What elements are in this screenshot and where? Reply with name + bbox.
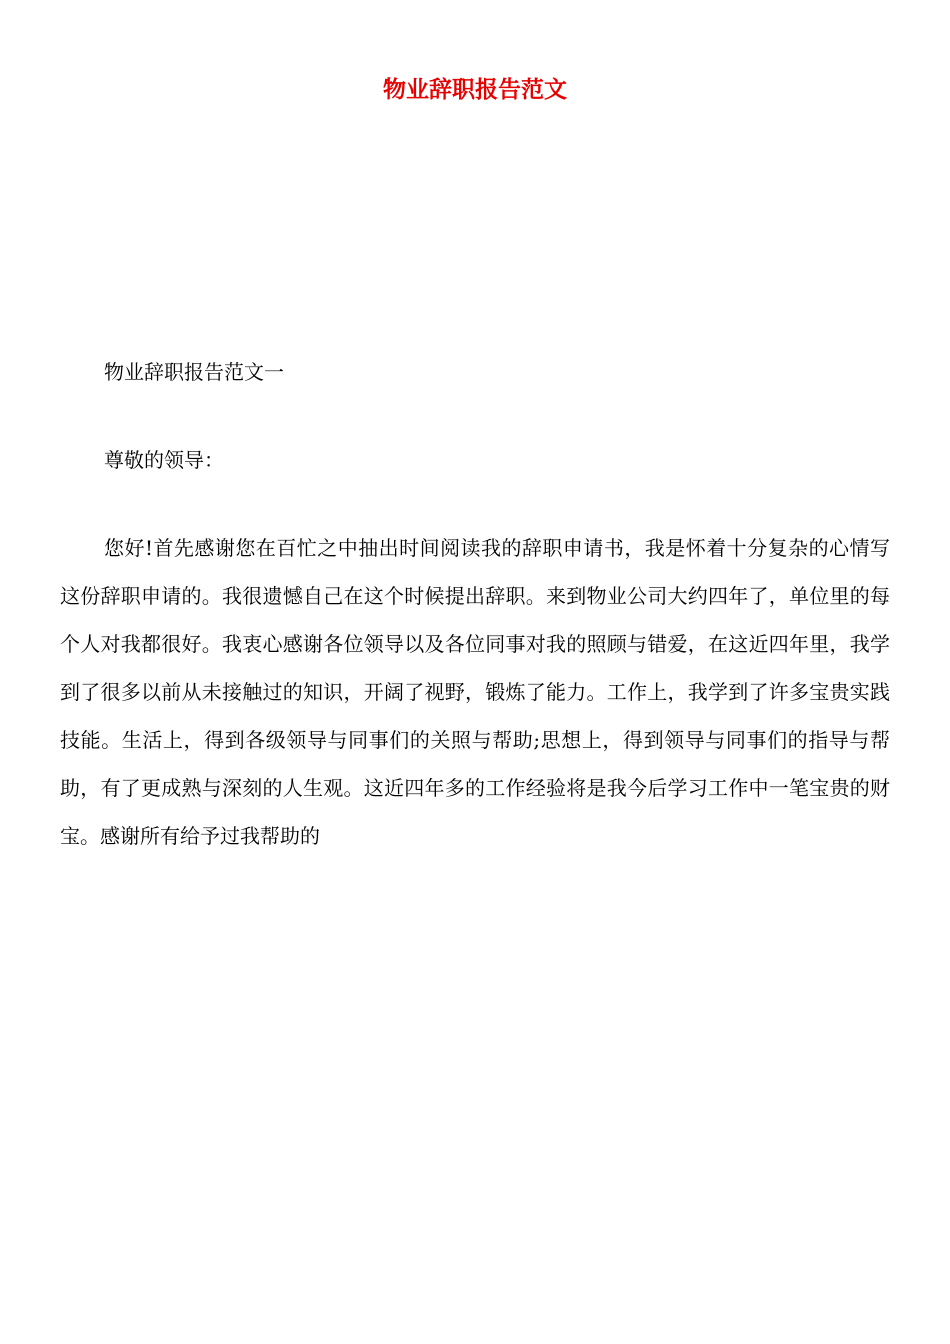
section-heading: 物业辞职报告范文一 [104, 360, 284, 384]
body-paragraph: 您好!首先感谢您在百忙之中抽出时间阅读我的辞职申请书，我是怀着十分复杂的心情写这份辞职申请的。我很遗憾自己在这个时候提出辞职。来到物业公司大约四年了，单位里的每个人对我都很好。我衷心感谢各位领导以及各位同事对我的照顾与错爱，在这近四年里，我学到了很多以前从未接触过的知识，开阔了视野，锻炼了能力。工作上，我学到了许多宝贵实践技能。生活上，得到各级领导与同事们的关照与帮助;思想上，得到领导与同事们的指导与帮助，有了更成熟与深刻的人生观。这近四年多的工作经验将是我今后学习工作中一笔宝贵的财宝。感谢所有给予过我帮助的 [60, 536, 890, 848]
document-body [60, 348, 890, 860]
document-title: 物业辞职报告范文 [383, 77, 567, 103]
salutation: 尊敬的领导： [104, 448, 224, 472]
